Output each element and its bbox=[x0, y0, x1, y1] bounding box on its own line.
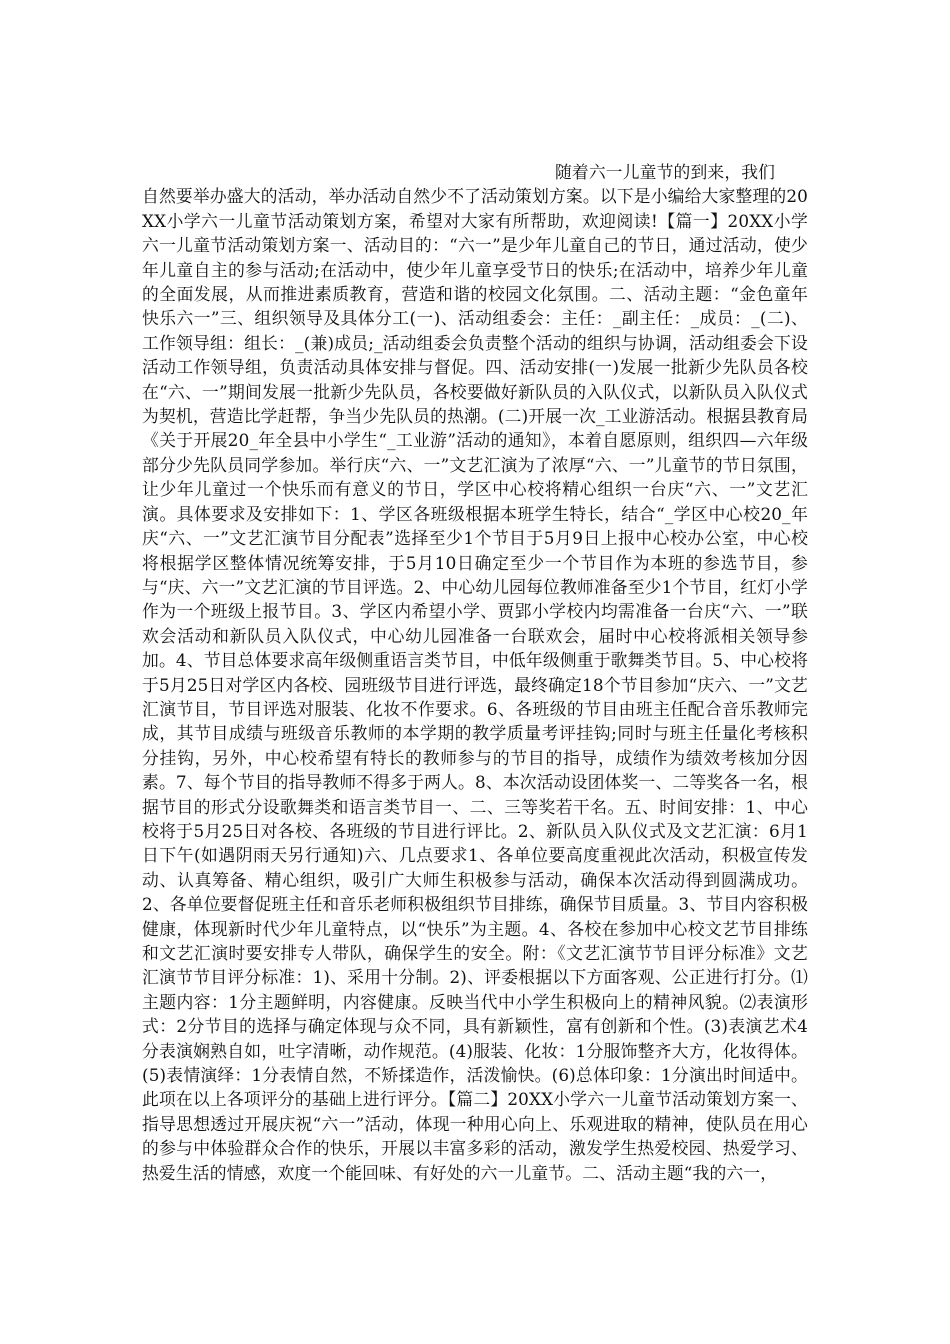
document-body bbox=[142, 160, 808, 1185]
intro-first-line: 随着六一儿童节的到来，我们 bbox=[555, 162, 776, 182]
body-paragraph: 自然要举办盛大的活动，举办活动自然少不了活动策划方案。以下是小编给大家整理的20XX小学六一儿童节活动策划方案，希望对大家有所帮助，欢迎阅读!【篇一】20XX小学六一儿童节活动策划方案一、活动目的：“六一”是少年儿童自己的节日，通过活动，使少年儿童自主的参与活动;在活动中，使少年儿童享受节日的快乐;在活动中，培养少年儿童的全面发展，从而推进素质教育，营造和谐的校园文化氛围。二、活动主题：“金色童年快乐六一”三、组织领导及具体分工(一)、活动组委会：主任：_副主任：_成员：_(二)、工作领导组：组长：_(兼)成员;_活动组委会负责整个活动的组织与协调，活动组委会下设活动工作领导组，负责活动具体安排与督促。四、活动安排(一)发展一批新少先队员各校在“六、一”期间发展一批新少先队员，各校要做好新队员的入队仪式，以新队员入队仪式为契机，营造比学赶帮，争当少先队员的热潮。(二)开展一次_工业游活动。根据县教育局《关于开展20_年全县中小学生“_工业游”活动的通知》，本着自愿原则，组织四—六年级部分少先队员同学参加。举行庆“六、一”文艺汇演为了浓厚“六、一”儿童节的节日氛围，让少年儿童过一个快乐而有意义的节日，学区中心校将精心组织一台庆“六、一”文艺汇演。具体要求及安排如下：1、学区各班级根据本班学生特长，结合“_学区中心校20_年庆“六、一”文艺汇演节目分配表”选择至少1个节目于5月9日上报中心校办公室，中心校将根据学区整体情况统筹安排，于5月10日确定至少一个节目作为本班的参选节目，参与“庆、六一”文艺汇演的节目评选。2、中心幼儿园每位教师准备至少1个节目，红灯小学作为一个班级上报节目。3、学区内希望小学、贾郢小学校内均需准备一台庆“六、一”联欢会活动和新队员入队仪式，中心幼儿园准备一台联欢会，届时中心校将派相关领导参加。4、节目总体要求高年级侧重语言类节目，中低年级侧重于歌舞类节目。5、中心校将于5月25日对学区内各校、园班级节目进行评选，最终确定18个节目参加“庆六、一”文艺汇演节目，节目评选对服装、化妆不作要求。6、各班级的节目由班主任配合音乐教师完成，其节目成绩与班级音乐教师的本学期的教学质量考评挂钩;同时与班主任量化考核积分挂钩，另外，中心校希望有特长的教师参与的节目的指导，成绩作为绩效考核加分因素。7、每个节目的指导教师不得多于两人。8、本次活动设团体奖一、二等奖各一名，根据节目的形式分设歌舞类和语言类节目一、二、三等奖若干名。五、时间安排：1、中心校将于5月25日对各校、各班级的节目进行评比。2、新队员入队仪式及文艺汇演：6月1日下午(如遇阴雨天另行通知)六、几点要求1、各单位要高度重视此次活动，积极宣传发动、认真筹备、精心组织，吸引广大师生积极参与活动，确保本次活动得到圆满成功。2、各单位要督促班主任和音乐老师积极组织节目排练，确保节目质量。3、节目内容积极健康，体现新时代少年儿童特点，以“快乐”为主题。4、各校在参加中心校文艺节目排练和文艺汇演时要安排专人带队，确保学生的安全。附：《文艺汇演节节目评分标准》文艺汇演节节目评分标准：1)、采用十分制。2)、评委根据以下方面客观、公正进行打分。⑴主题内容：1分主题鲜明，内容健康。反映当代中小学生积极向上的精神风貌。⑵表演形式：2分节目的选择与确定体现与众不同，具有新颖性，富有创新和个性。(3)表演艺术4分表演娴熟自如，吐字清晰，动作规范。(4)服装、化妆：1分服饰整齐大方，化妆得体。(5)表情演绎：1分表情自然，不矫揉造作，活泼愉快。(6)总体印象：1分演出时间适中。此项在以上各项评分的基础上进行评分。【篇二】20XX小学六一儿童节活动策划方案一、指导思想透过开展庆祝“六一”活动，体现一种用心向上、乐观进取的精神，使队员在用心的参与中体验群众合作的快乐，开展以丰富多彩的活动，激发学生热爱校园、热爱学习、热爱生活的情感，欢度一个能回味、有好处的六一儿童节。二、活动主题“我的六一， bbox=[142, 186, 808, 1183]
